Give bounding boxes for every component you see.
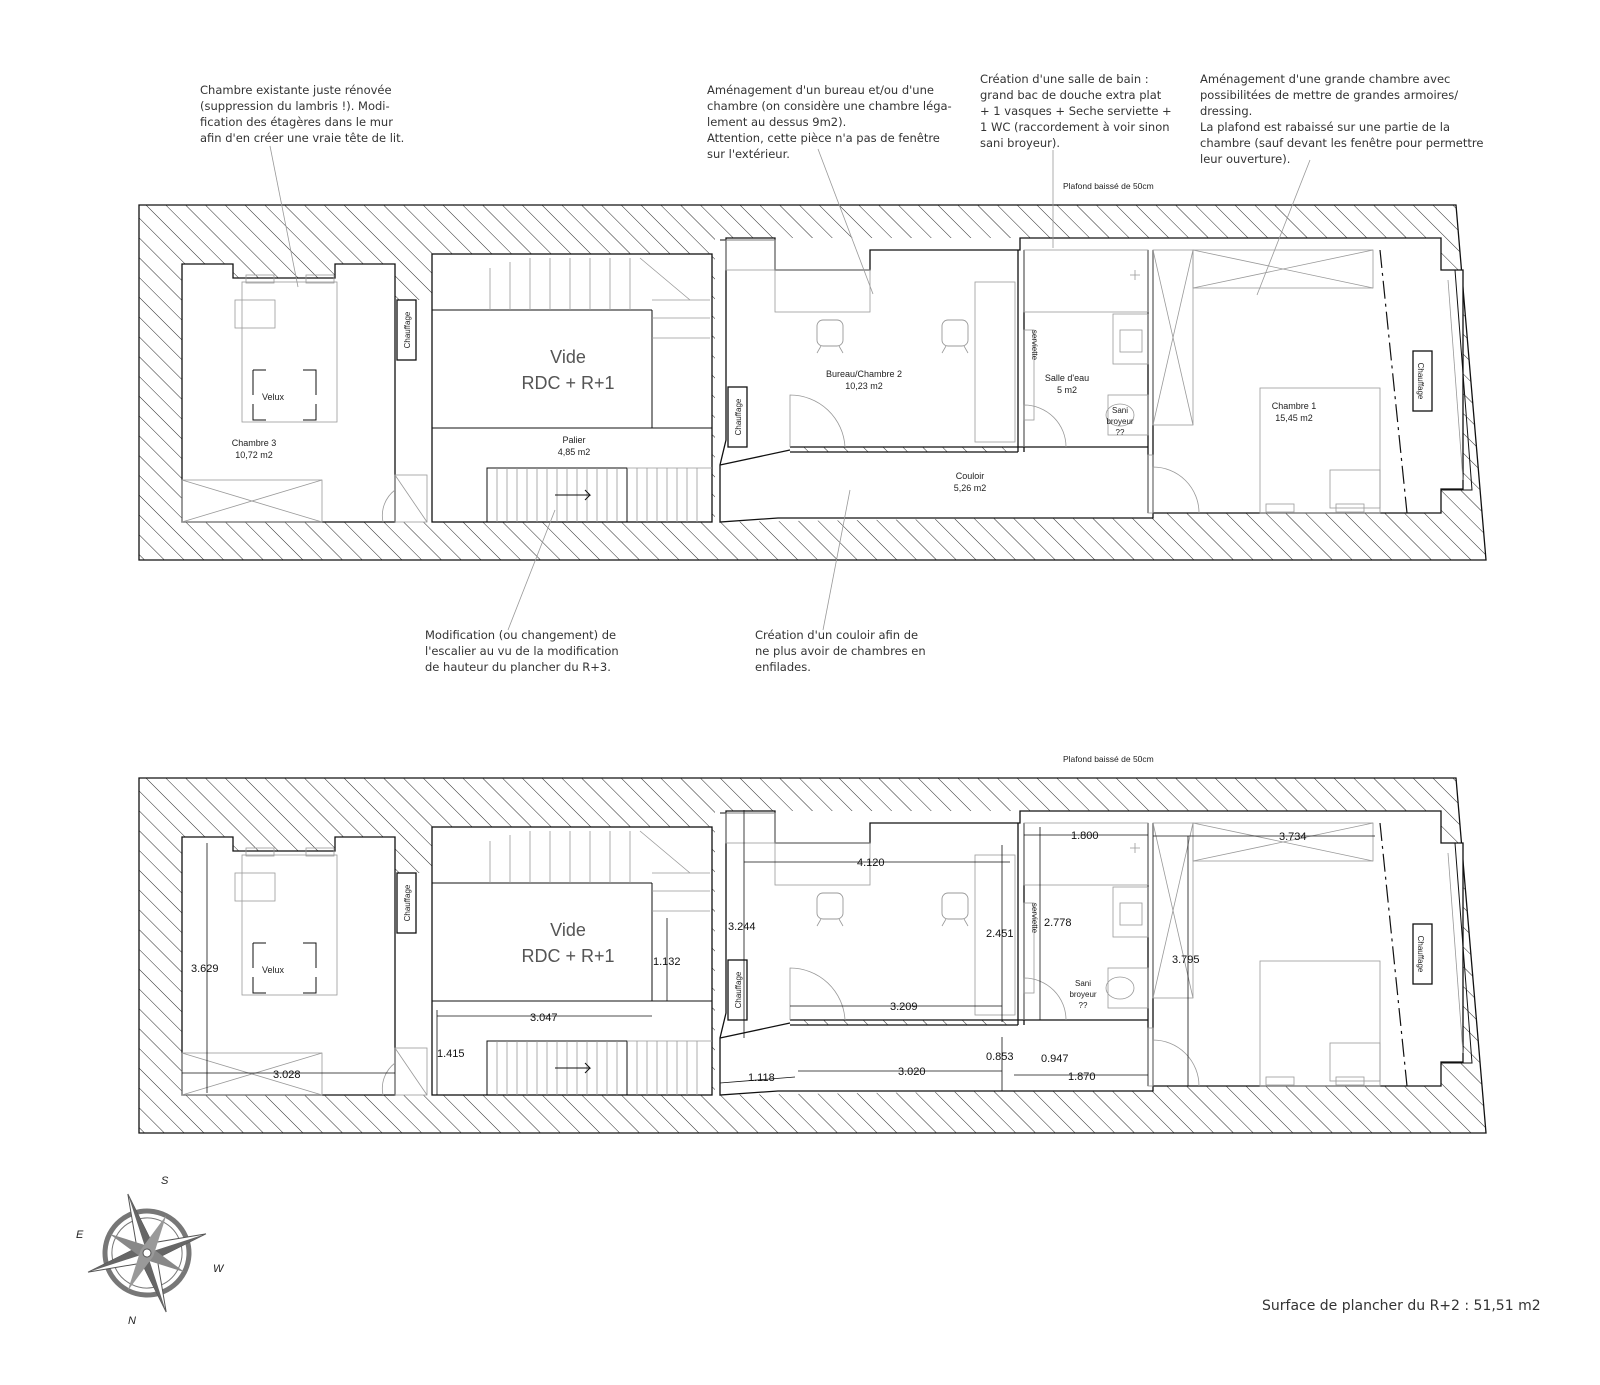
dim-3209: 3.209 [890,1001,918,1013]
palier-area-top: 4,85 m2 [557,447,591,457]
dim-0947: 0.947 [1041,1053,1069,1065]
dim-1800: 1.800 [1071,830,1099,842]
note-escalier: Modification (ou changement) de l'escalier au vu de la modification de hauteur du plancher du R+3. [425,628,619,674]
seche-serviette-label-bottom: serviette [1030,902,1039,934]
couloir-name-top: Couloir [955,471,985,481]
chauffage-label-top-3: Chauffage [1416,362,1425,400]
dim-4120: 4.120 [857,857,885,869]
dim-1870: 1.870 [1068,1071,1096,1083]
sani-label-bottom-3: ?? [1078,1001,1088,1010]
velux-label-top: Velux [261,392,285,402]
compass-w: W [213,1263,224,1275]
plafond-label-top: Plafond baissé de 50cm [1063,181,1154,191]
chauffage-label-bottom-2: Chauffage [734,971,743,1009]
dim-3028: 3.028 [273,1069,301,1081]
note-salle-de-bain: Création d'une salle de bain : grand bac de douche extra plat + 1 vasques + Seche serviette + 1 WC (raccordement à voir sinon sani broyeur). [980,72,1172,150]
chauffage-label-bottom-3: Chauffage [1416,935,1425,973]
dim-2778: 2.778 [1044,917,1072,929]
bureau-name-top: Bureau/Chambre 2 [825,369,903,379]
chambre3-name-top: Chambre 3 [231,438,277,448]
bureau-area-top: 10,23 m2 [845,381,883,391]
dim-2451: 2.451 [986,928,1014,940]
sani-label-top-1: Sani [1111,406,1129,415]
couloir-area-top: 5,26 m2 [953,483,987,493]
chambre1-area-top: 15,45 m2 [1275,413,1313,423]
sani-label-top-3: ?? [1115,428,1125,437]
dim-3047: 3.047 [530,1012,558,1024]
dim-3244: 3.244 [728,921,756,933]
salle-eau-name-top: Salle d'eau [1044,373,1090,383]
sani-label-bottom-1: Sani [1074,979,1092,988]
note-chambre1: Aménagement d'une grande chambre avec possibilitées de mettre de grandes armoires/ dressing. La plafond est rabaissé sur une partie de la chambre (sauf devant les fenêtre pour permettre leur ouverture). [1200,72,1484,166]
vide-sub-label-top: RDC + R+1 [521,373,615,393]
dim-3734: 3.734 [1279,831,1307,843]
chauffage-label-top-2: Chauffage [734,398,743,436]
velux-label-bottom: Velux [261,965,285,975]
note-chambre3: Chambre existante juste rénovée (suppression du lambris !). Modi- fication des étagères dans le mur afin d'en créer une vraie tête de lit. [200,83,405,145]
vide-label-bottom: Vide [550,920,586,940]
chauffage-label-bottom-1: Chauffage [403,884,412,922]
dim-0853: 0.853 [986,1051,1014,1063]
compass-rose-icon [69,1175,225,1331]
salle-eau-area-top: 5 m2 [1056,385,1078,395]
note-couloir: Création d'un couloir afin de ne plus avoir de chambres en enfilades. [755,628,926,674]
vide-label-top: Vide [550,347,586,367]
vide-sub-label-bottom: RDC + R+1 [521,946,615,966]
sani-label-bottom-2: broyeur [1069,990,1097,999]
palier-name-top: Palier [562,435,586,445]
dim-1118: 1.118 [748,1072,775,1084]
compass-n: N [128,1315,136,1327]
chambre1-name-top: Chambre 1 [1271,401,1317,411]
compass-e: E [76,1229,84,1241]
plafond-label-bottom: Plafond baissé de 50cm [1063,754,1154,764]
sani-label-top-2: broyeur [1106,417,1134,426]
plan-top [139,205,1486,560]
dim-3629: 3.629 [191,963,219,975]
seche-serviette-label-top: serviette [1030,329,1039,361]
note-bureau: Aménagement d'un bureau et/ou d'une chambre (on considère une chambre léga- lement au dessus 9m2). Attention, cette pièce n'a pas de fenêtre sur l'extérieur. [707,83,952,161]
surface-total: Surface de plancher du R+2 : 51,51 m2 [1262,1298,1541,1314]
dim-1415: 1.415 [437,1048,465,1060]
dim-1132: 1.132 [653,956,681,968]
compass-s: S [161,1175,169,1187]
chauffage-label-top-1: Chauffage [403,311,412,349]
chambre3-area-top: 10,72 m2 [235,450,273,460]
dim-3795: 3.795 [1172,954,1200,966]
dim-3020: 3.020 [898,1066,926,1078]
